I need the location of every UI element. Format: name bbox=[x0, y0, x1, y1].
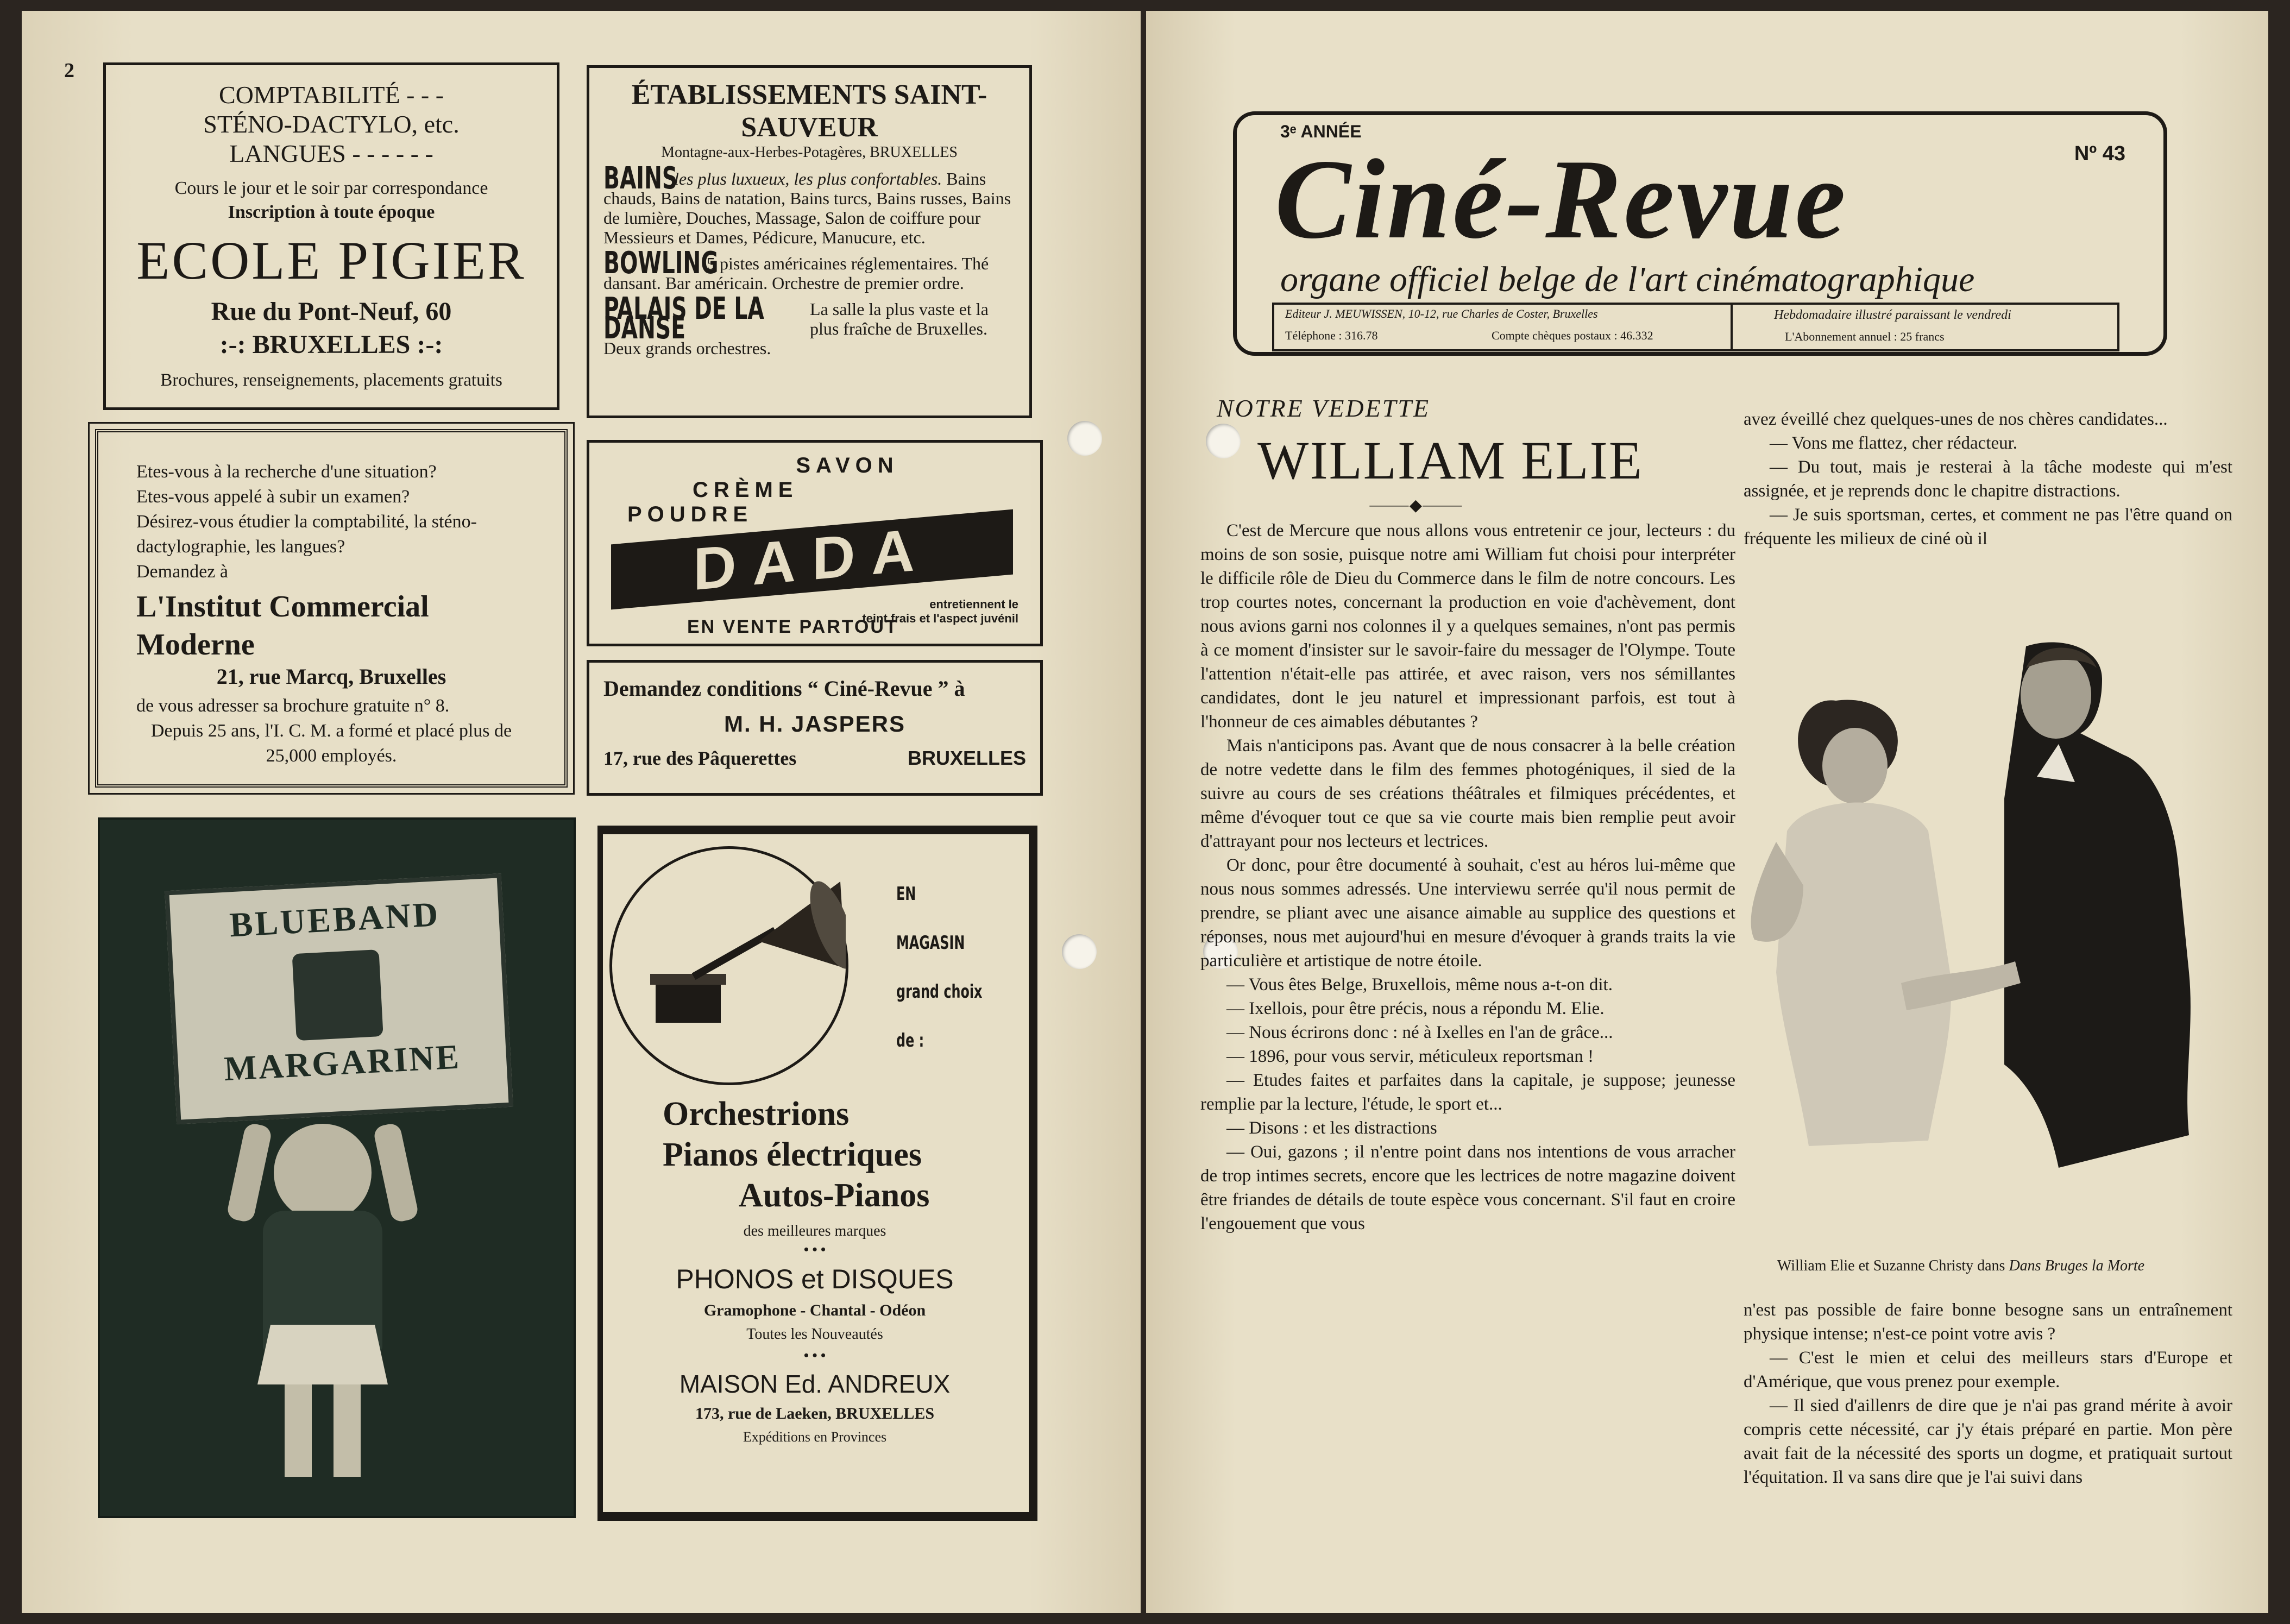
binding-hole-top-right bbox=[1206, 424, 1241, 458]
masthead-divider bbox=[1731, 305, 1733, 349]
child-leg-left-icon bbox=[285, 1384, 312, 1477]
caption-names: William Elie et Suzanne Christy dans bbox=[1777, 1257, 2005, 1274]
dada-vente: EN VENTE PARTOUT bbox=[687, 616, 898, 637]
icm-text-1: de vous adresser sa brochure gratuite n° 8. bbox=[136, 696, 450, 716]
ad-ecole-pigier bbox=[103, 62, 559, 410]
ad-jaspers bbox=[587, 660, 1043, 796]
article-photo bbox=[1722, 635, 2211, 1179]
col1-paragraph: — Nous écrirons donc : né à Ixelles en l'an de grâce... bbox=[1226, 1023, 1613, 1042]
col1-paragraph: — Disons : et les distractions bbox=[1226, 1118, 1437, 1138]
article-column-2-bottom bbox=[1744, 1298, 2232, 1586]
icm-question-3: Désirez-vous étudier la comptabilité, la sténo-dactylographie, les langues? bbox=[136, 512, 477, 557]
child-arm-left-icon bbox=[226, 1122, 273, 1223]
pigier-footer: Brochures, renseignements, placements gratuits bbox=[160, 370, 502, 390]
dada-poudre: POUDRE bbox=[627, 502, 753, 526]
ad-blueband bbox=[98, 817, 576, 1518]
palais-text: La salle la plus vaste et la plus fraîche de Bruxelles. Deux grands orchestres. bbox=[603, 299, 989, 358]
masthead-cheques: Compte chèques postaux : 46.332 bbox=[1492, 329, 1653, 342]
col2-paragraph: — Je suis sportsman, certes, et comment ne pas l'être quand on fréquente les milieux de ciné où il bbox=[1744, 505, 2232, 549]
jaspers-street: 17, rue des Pâquerettes bbox=[603, 747, 797, 769]
masthead-subtitle: organe officiel belge de l'art cinématographique bbox=[1280, 260, 1975, 299]
jaspers-city: BRUXELLES bbox=[907, 747, 1026, 769]
right-page bbox=[1146, 11, 2268, 1613]
gramophone-circle bbox=[609, 846, 848, 1085]
pigier-line3: LANGUES - - - - - - bbox=[229, 140, 433, 167]
icm-demandez: Demandez à bbox=[136, 562, 228, 582]
andreux-grand-choix: grand choix bbox=[896, 981, 983, 1003]
child-leg-right-icon bbox=[334, 1384, 361, 1477]
masthead-hebdo: Hebdomadaire illustré paraissant le vendredi bbox=[1774, 308, 2011, 322]
icm-text-2: Depuis 25 ans, l'I. C. M. a formé et placé plus de 25,000 employés. bbox=[150, 721, 512, 766]
col1-paragraph: — Ixellois, pour être précis, nous a répondu M. Elie. bbox=[1226, 999, 1605, 1018]
andreux-expeditions: Expéditions en Provinces bbox=[743, 1429, 887, 1445]
child-head-icon bbox=[274, 1124, 372, 1222]
article-headline: WILLIAM ELIE bbox=[1257, 430, 1643, 490]
caption-film-title: Dans Bruges la Morte bbox=[2009, 1257, 2145, 1274]
andreux-dots-2: • • • bbox=[803, 1348, 826, 1363]
col1-paragraph: — Oui, gazons ; il n'entre point dans nos intentions de vous arracher de trop intimes secrets, encore que les lectrices de notre magazine doivent être friandes de détails de toute espèce vous concernant. S'il faut en croire l'engouement que vous bbox=[1200, 1142, 1735, 1233]
pigier-line4: Cours le jour et le soir par correspondance bbox=[174, 178, 488, 198]
saint-sauveur-address: Montagne-aux-Herbes-Potagères, BRUXELLES bbox=[661, 144, 958, 161]
masthead bbox=[1233, 111, 2167, 356]
bowling-heading: BOWLING bbox=[603, 246, 719, 281]
photo-couple-icon bbox=[1722, 635, 2211, 1179]
bains-heading: BAINS bbox=[603, 161, 678, 196]
masthead-info-box bbox=[1272, 303, 2119, 351]
bowling-text: 5 pistes américaines réglementaires. Thé dansant. Bar américain. Orchestre de premier ordre. bbox=[603, 254, 989, 293]
andreux-marques: des meilleures marques bbox=[743, 1223, 886, 1239]
col2-paragraph: n'est pas possible de faire bonne besogne sans un entraînement physique intense; n'est-ce point votre avis ? bbox=[1744, 1300, 2232, 1344]
saint-sauveur-title: ÉTABLISSEMENTS SAINT-SAUVEUR bbox=[631, 79, 987, 143]
col2-paragraph: — C'est le mien et celui des meilleurs stars d'Europe et d'Amérique, que vous prenez pour exemple. bbox=[1744, 1348, 2232, 1392]
photo-caption bbox=[1689, 1257, 2232, 1275]
col1-paragraph: C'est de Mercure que nous allons vous entretenir ce jour, lecteurs : du moins de son sosie, puisque notre ami William fut choisi pour interpréter le difficile rôle de Dieu du Commerce dans le film de notre concours. Les trop courtes notes, concernant la production en voie d'achèvement, dont nous avions garni nos colonnes il y a quelques semaines, n'ont pas permis à ce moment d'insister sur le savoir-faire du messager de l'Olympe. Toute l'attention n'était-elle pas attirée, et avec raison, vers nos sémillantes candidates, dont le jeu naturel et impressionant parfois, est tout à l'honneur de ces aimables débutantes ? bbox=[1200, 521, 1735, 732]
blueband-line1: BLUEBAND bbox=[228, 895, 441, 945]
col1-paragraph: — Vous êtes Belge, Bruxellois, même nous a-t-on dit. bbox=[1226, 975, 1613, 994]
col1-paragraph: Or donc, pour être documenté à souhait, c'est au héros lui-même que nous nous sommes adressés. Une interviewu serrée qu'il nous permit de prendre, se pliant avec une aisance aimable au supplice des questions et réponses, nous met aujourd'hui en mesure d'évoquer à grands traits la vie particulière et artistique de notre étoile. bbox=[1200, 855, 1735, 971]
dada-brand: DADA bbox=[693, 515, 931, 603]
masthead-numero: Nº 43 bbox=[2074, 142, 2125, 165]
masthead-abonnement: L'Abonnement annuel : 25 francs bbox=[1785, 330, 1945, 343]
jaspers-name: M. H. JASPERS bbox=[724, 711, 906, 737]
article-column-2-top bbox=[1744, 407, 2232, 606]
child-skirt-icon bbox=[257, 1325, 388, 1384]
andreux-item-2: Pianos électriques bbox=[663, 1136, 922, 1173]
andreux-de: de : bbox=[896, 1030, 924, 1052]
andreux-magasin: MAGASIN bbox=[896, 932, 965, 954]
andreux-maison: MAISON Ed. ANDREUX bbox=[679, 1370, 951, 1398]
headline-ornament-icon: ⸻◆⸻ bbox=[1369, 496, 1463, 514]
binding-hole-bottom bbox=[1062, 934, 1097, 969]
dada-savon: SAVON bbox=[796, 454, 899, 477]
andreux-phonos: PHONOS et DISQUES bbox=[676, 1264, 954, 1294]
col1-paragraph: — 1896, pour vous servir, méticuleux reportsman ! bbox=[1226, 1047, 1594, 1066]
left-page bbox=[22, 11, 1141, 1613]
palais-heading: PALAIS DE LA DANSE bbox=[603, 291, 764, 346]
jaspers-line1: Demandez conditions “ Ciné-Revue ” à bbox=[603, 676, 965, 701]
dada-creme: CRÈME bbox=[693, 478, 798, 502]
pigier-city: :-: BRUXELLES :-: bbox=[219, 330, 443, 359]
masthead-title: Ciné-Revue bbox=[1275, 136, 1848, 262]
andreux-item-1: Orchestrions bbox=[663, 1096, 850, 1132]
icm-name: L'Institut Commercial Moderne bbox=[136, 590, 429, 662]
ad-institut-commercial bbox=[95, 429, 568, 788]
andreux-address: 173, rue de Laeken, BRUXELLES bbox=[695, 1405, 935, 1422]
andreux-item-3: Autos-Pianos bbox=[739, 1177, 930, 1214]
icm-question-1: Etes-vous à la recherche d'une situation? bbox=[136, 462, 437, 482]
article-column-1 bbox=[1200, 519, 1735, 1562]
col2-paragraph: — Du tout, mais je resterai à la tâche modeste qui m'est assignée, et je reprends donc le chapitre distractions. bbox=[1744, 457, 2232, 501]
pigier-line5: Inscription à toute époque bbox=[228, 202, 435, 222]
gramophone-icon bbox=[612, 849, 846, 1082]
ad-dada bbox=[587, 440, 1043, 646]
col2-paragraph: avez éveillé chez quelques-unes de nos chères candidates... bbox=[1744, 410, 2168, 429]
bains-italic: les plus luxueux, les plus confortables. bbox=[674, 169, 942, 188]
pigier-line1: COMPTABILITÉ - - - bbox=[218, 81, 444, 109]
dada-tagline-2: teint frais et l'aspect juvénil bbox=[862, 612, 1018, 625]
andreux-brands: Gramophone - Chantal - Odéon bbox=[703, 1301, 926, 1319]
col1-paragraph: — Etudes faites et parfaites dans la capitale, je suppose; jeunesse remplie par la lecture, l'étude, le sport et... bbox=[1200, 1071, 1735, 1114]
andreux-en: EN bbox=[896, 883, 916, 905]
masthead-telephone: Téléphone : 316.78 bbox=[1285, 329, 1378, 342]
icm-address: 21, rue Marcq, Bruxelles bbox=[216, 664, 446, 689]
col2-paragraph: — Vons me flattez, cher rédacteur. bbox=[1770, 433, 2018, 453]
bains-text: Bains chauds, Bains de natation, Bains turcs, Bains russes, Bains de lumière, Douches, Massage, Salon de coiffure pour Messieurs et Dames, Pédicure, Manucure, etc. bbox=[603, 169, 1011, 247]
binding-hole-top bbox=[1067, 421, 1102, 456]
icm-question-2: Etes-vous appelé à subir un examen? bbox=[136, 487, 410, 507]
page-number: 2 bbox=[64, 59, 74, 82]
child-arm-right-icon bbox=[373, 1122, 419, 1223]
blueband-sign bbox=[165, 873, 513, 1124]
pigier-line2: STÉNO-DACTYLO, etc. bbox=[203, 110, 460, 138]
col1-paragraph: Mais n'anticipons pas. Avant que de nous consacrer à la belle création de notre vedette dans le film des femmes photogéniques, il sied de la suivre au cours de ses créations théâtrales et filmiques précédentes, et même d'évoquer tout ce que sa vie courte mais bien remplie peut avoir d'attrayant pour nos lecteurs et lectrices. bbox=[1200, 736, 1735, 851]
andreux-dots-1: • • • bbox=[803, 1242, 826, 1257]
andreux-nouveautes: Toutes les Nouveautés bbox=[746, 1326, 883, 1343]
blueband-line2: MARGARINE bbox=[223, 1037, 462, 1088]
masthead-editeur: Editeur J. MEUWISSEN, 10-12, rue Charles de Coster, Bruxelles bbox=[1285, 307, 1598, 320]
masthead-annee: 3ᵉ ANNÉE bbox=[1280, 122, 1362, 141]
margarine-pack-icon bbox=[292, 949, 383, 1041]
article-rubric: NOTRE VEDETTE bbox=[1217, 394, 1430, 422]
ad-andreux bbox=[597, 826, 1037, 1521]
col2-paragraph: — Il sied d'aillenrs de dire que je n'ai pas grand mérite à avoir compris cette nécessité, car j'y étais préparé en partie. Mon père avait fait de la nécessité des sports un dogme, et pratiquait surtout l'équitation. Il va sans dire que je l'ai suivi dans bbox=[1744, 1396, 2232, 1487]
pigier-address: Rue du Pont-Neuf, 60 bbox=[211, 297, 452, 326]
dada-tagline-1: entretiennent le bbox=[929, 597, 1018, 611]
ad-saint-sauveur bbox=[587, 65, 1032, 418]
pigier-name: ECOLE PIGIER bbox=[136, 230, 526, 291]
